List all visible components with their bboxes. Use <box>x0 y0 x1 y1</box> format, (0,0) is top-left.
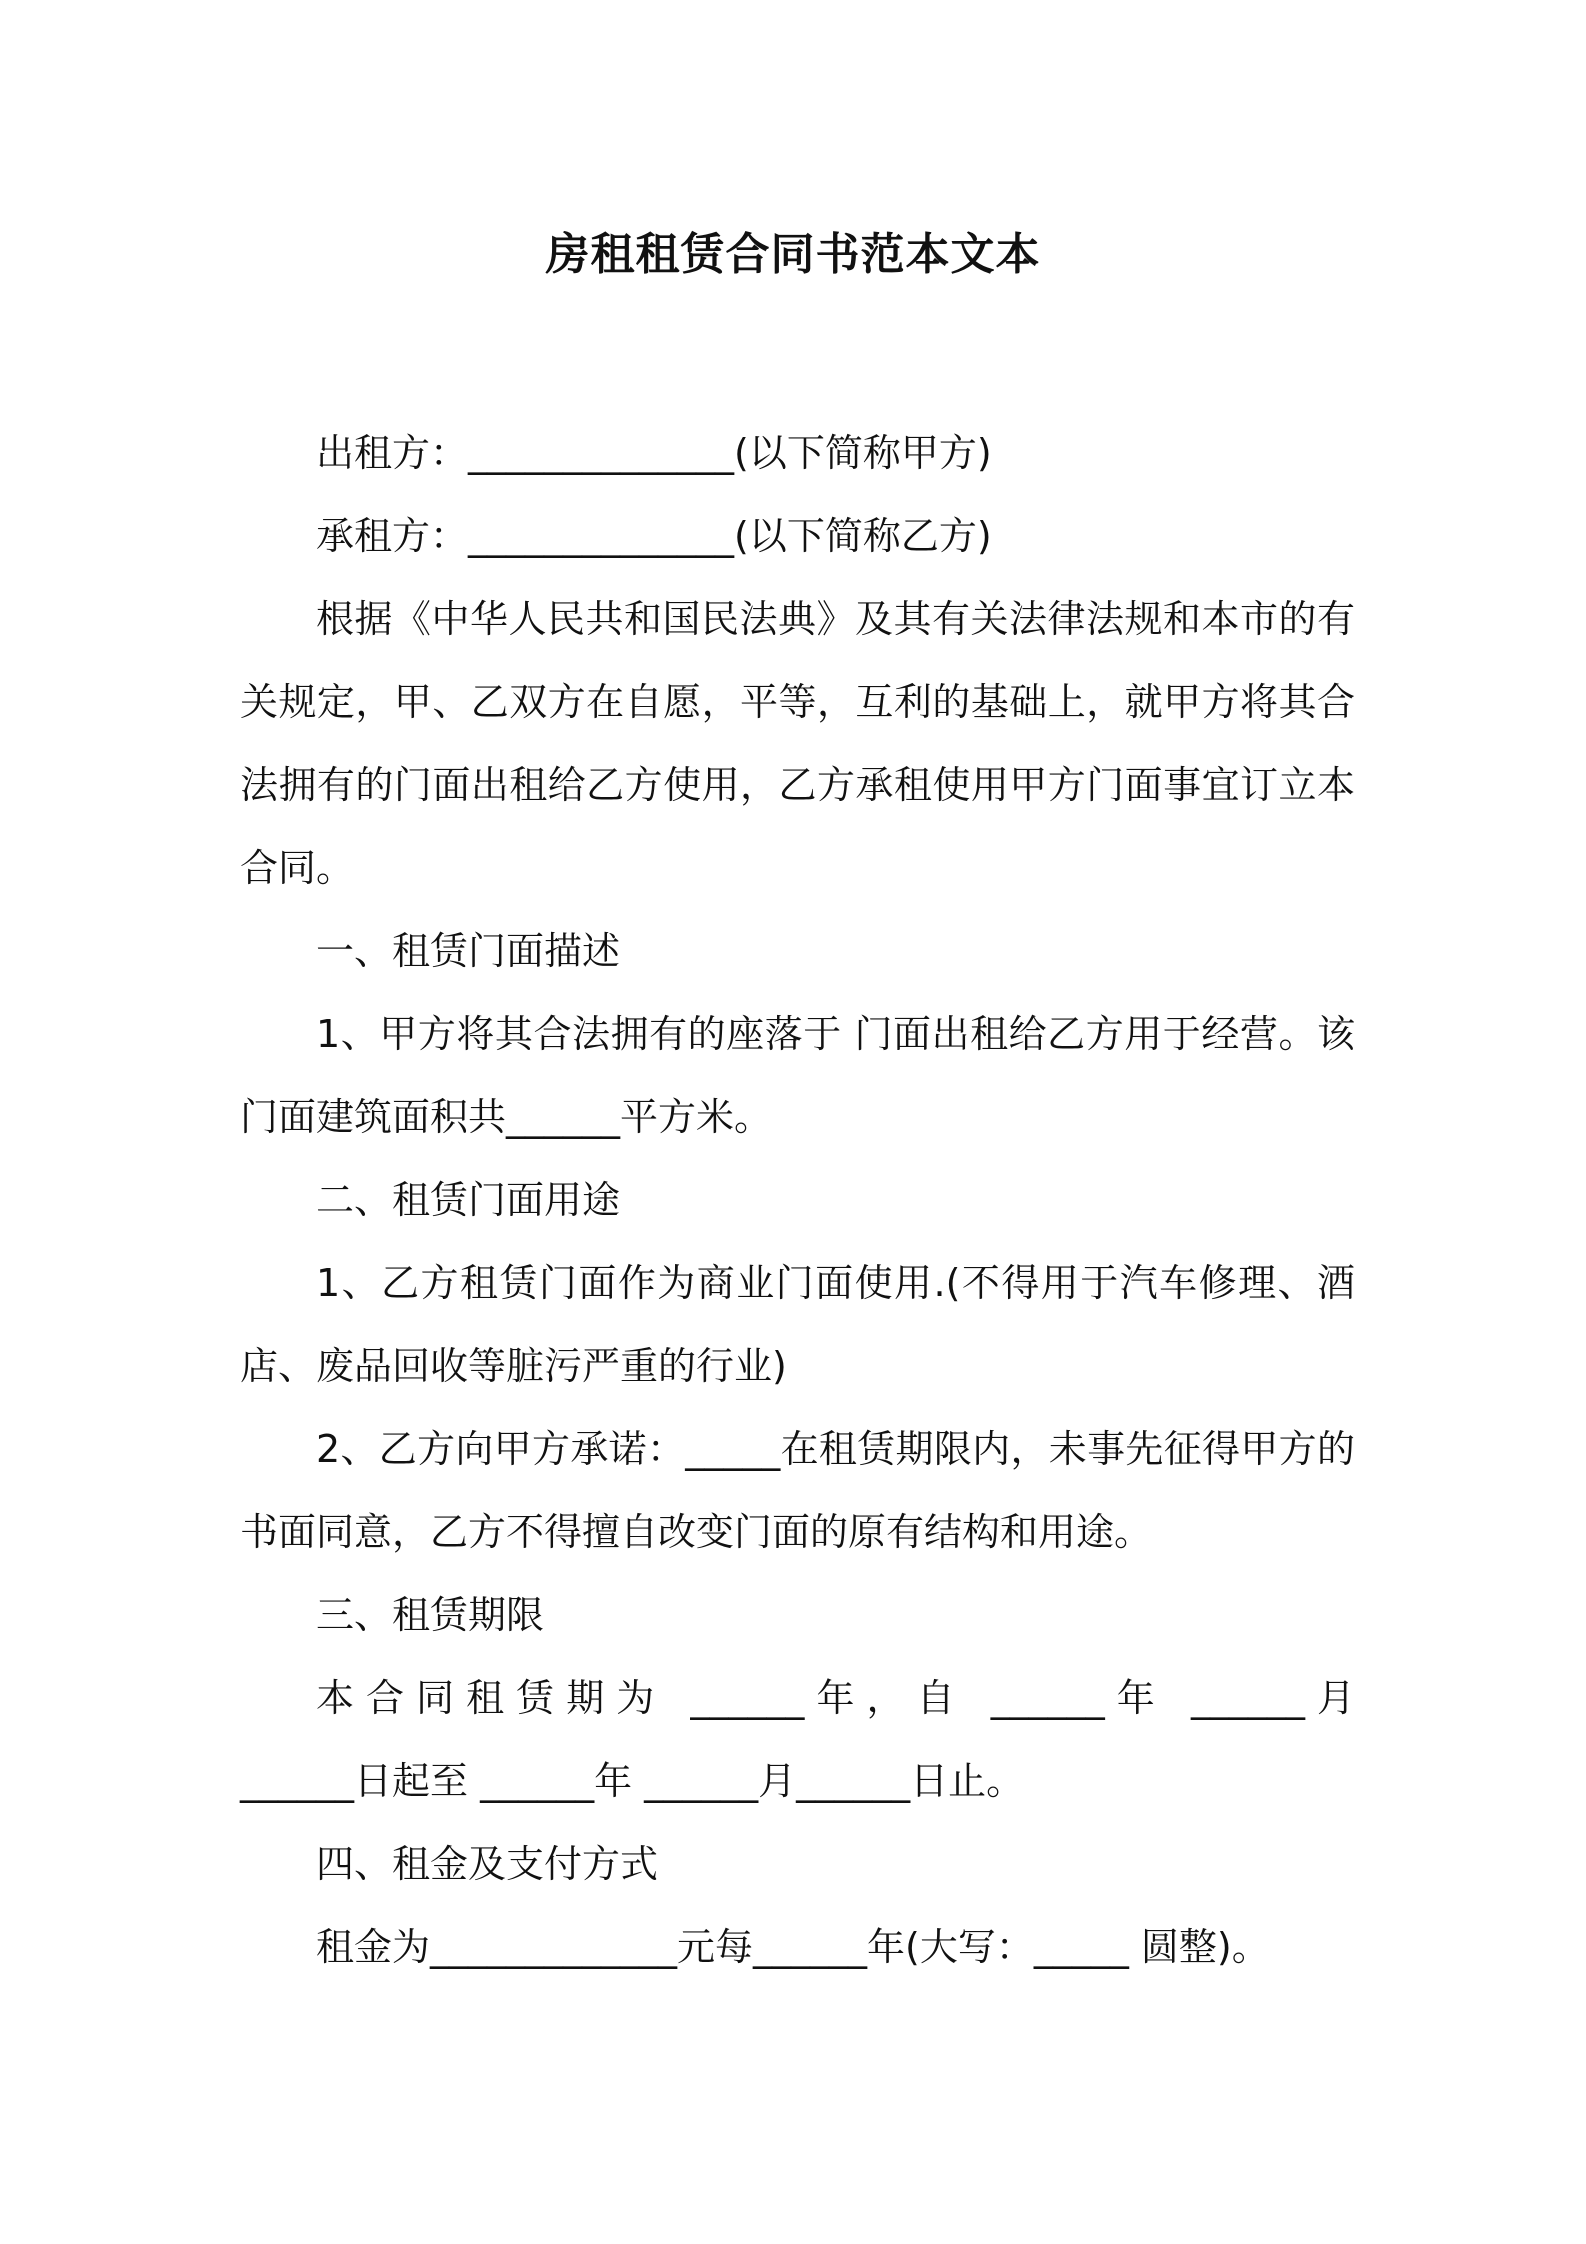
section-3-line-2: ______日起至 ______年 ______月______日止。 <box>240 1759 1025 1803</box>
section-2-item-1: 1、乙方租赁门面作为商业门面使用.(不得用于汽车修理、酒店、废品回收等脏污严重的行业) <box>240 1261 1355 1388</box>
section-3-line-1: 本合同租赁期为 ______年，自 ______年 ______月 <box>316 1676 1355 1720</box>
document-body <box>240 412 1355 1989</box>
lessor-line: 出租方：______________(以下简称甲方) <box>316 431 992 475</box>
section-3-heading: 三、租赁期限 <box>316 1593 545 1637</box>
section-2-item-2: 2、乙方向甲方承诺：_____在租赁期限内，未事先征得甲方的书面同意，乙方不得擅自改变门面的原有结构和用途。 <box>240 1427 1355 1554</box>
section-4-heading: 四、租金及支付方式 <box>316 1842 659 1886</box>
lessee-line: 承租方：______________(以下简称乙方) <box>316 514 992 558</box>
section-1-item-1: 1、甲方将其合法拥有的座落于 门面出租给乙方用于经营。该门面建筑面积共______平方米。 <box>240 1012 1355 1139</box>
section-1-heading: 一、租赁门面描述 <box>316 929 621 973</box>
document-title: 房租租赁合同书范本文本 <box>545 229 1041 280</box>
section-4-line-1: 租金为_____________元每______年(大写：_____ 圆整)。 <box>316 1925 1270 1969</box>
section-2-heading: 二、租赁门面用途 <box>316 1178 621 1222</box>
preamble-paragraph: 根据《中华人民共和国民法典》及其有关法律法规和本市的有关规定，甲、乙双方在自愿，平等，互利的基础上，就甲方将其合法拥有的门面出租给乙方使用，乙方承租使用甲方门面事宜订立本合同。 <box>240 597 1355 890</box>
